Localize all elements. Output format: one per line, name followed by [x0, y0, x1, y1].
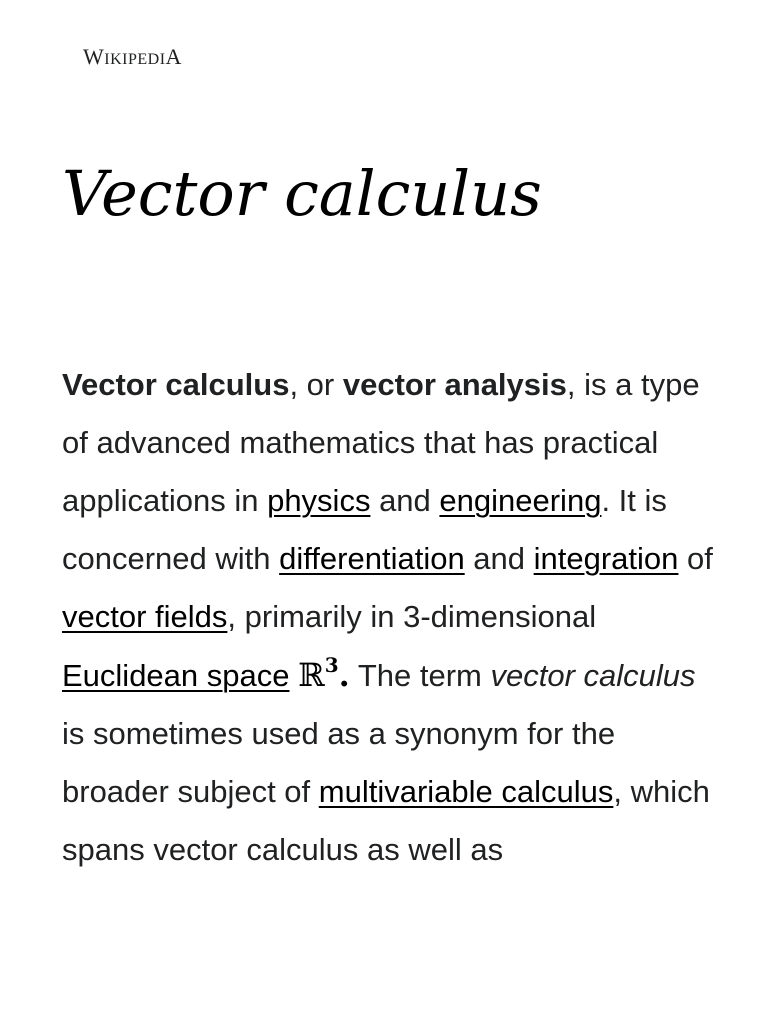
text-segment: The term	[349, 658, 491, 693]
page-title: Vector calculus	[62, 157, 542, 230]
bold-term-vector-analysis: vector analysis	[342, 367, 567, 402]
math-period: .	[338, 656, 350, 694]
link-physics[interactable]: physics	[267, 483, 371, 518]
text-segment: of	[678, 541, 713, 576]
text-segment: , which spans vector calculus as well as	[62, 774, 710, 867]
math-r3-formula	[298, 653, 350, 694]
text-segment: is sometimes used as a synonym for the broader subject of	[62, 716, 616, 809]
bold-term-vector-calculus: Vector calculus	[62, 367, 290, 402]
math-exponent: 3	[324, 653, 339, 677]
text-segment: , or	[289, 367, 343, 402]
text-segment: , is a type of advanced mathematics that has practical applications in	[62, 367, 700, 518]
link-euclidean-space[interactable]: Euclidean space	[62, 658, 290, 693]
link-vector-fields[interactable]: vector fields	[62, 599, 228, 634]
link-engineering[interactable]: engineering	[439, 483, 602, 518]
wikipedia-wordmark-link[interactable]	[83, 44, 182, 70]
text-segment: and	[464, 541, 534, 576]
link-integration[interactable]: integration	[533, 541, 679, 576]
link-differentiation[interactable]: differentiation	[279, 541, 465, 576]
math-base: ℝ	[298, 656, 325, 694]
wordmark-first-letter: W	[83, 44, 105, 69]
text-segment: and	[370, 483, 440, 518]
text-segment: , primarily in 3-dimensional	[227, 599, 597, 634]
article-lead-paragraph	[62, 356, 722, 879]
link-multivariable-calculus[interactable]: multivariable calculus	[318, 774, 614, 809]
wordmark-last-letter: A	[165, 44, 182, 69]
wordmark-middle-letters: IKIPEDI	[104, 51, 166, 68]
text-segment: . It is concerned with	[62, 483, 667, 576]
italic-term-vector-calculus: vector calculus	[490, 658, 696, 693]
